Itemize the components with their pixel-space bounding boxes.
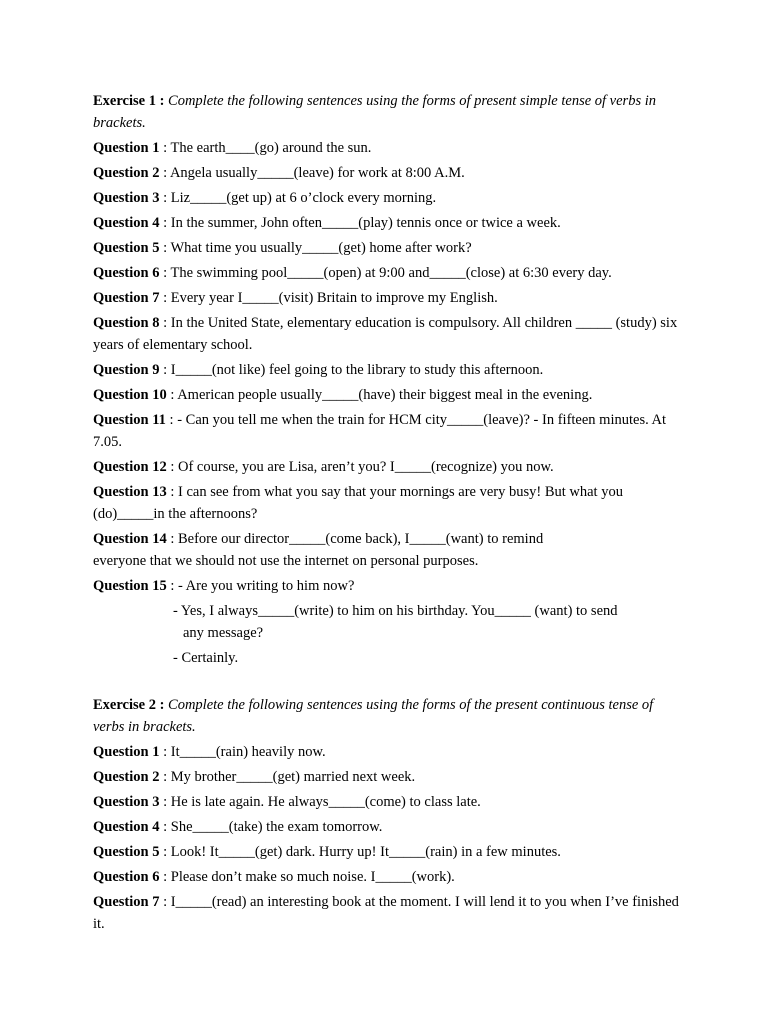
question-separator: : [163, 794, 168, 810]
question-text: The swimming pool_____(open) at 9:00 and_____(close) at 6:30 every day. [170, 265, 612, 281]
question-label: Question 2 [93, 769, 160, 785]
response-text: - Yes, I always_____(write) to him on his birthday. You_____ (want) to send [173, 603, 618, 619]
question-label: Question 1 [93, 140, 160, 156]
exercise-1-title: Exercise 1 : [93, 93, 165, 109]
question-text-continued: everyone that we should not use the internet on personal purposes. [93, 553, 479, 569]
question-label: Question 7 [93, 290, 160, 306]
question-separator: : [163, 362, 168, 378]
ex1-question-9 [93, 359, 683, 381]
question-separator: : [170, 484, 175, 500]
question-text: Every year I_____(visit) Britain to improve my English. [170, 290, 498, 306]
question-label: Question 13 [93, 484, 167, 500]
question-label: Question 2 [93, 165, 160, 181]
question-text: Of course, you are Lisa, aren’t you? I_____(recognize) you now. [178, 459, 554, 475]
ex1-question-13 [93, 481, 683, 525]
document-content [93, 90, 683, 938]
ex2-question-2 [93, 766, 683, 788]
question-separator: : [163, 769, 168, 785]
ex1-question-3 [93, 187, 683, 209]
question-text: My brother_____(get) married next week. [170, 769, 416, 785]
question-label: Question 1 [93, 744, 160, 760]
question-separator: : [163, 290, 168, 306]
question-label: Question 11 [93, 412, 166, 428]
question-separator: : [163, 315, 168, 331]
question-separator: : [163, 744, 168, 760]
question-separator: : [169, 412, 174, 428]
question-label: Question 6 [93, 265, 160, 281]
ex2-question-5 [93, 841, 683, 863]
question-label: Question 8 [93, 315, 160, 331]
question-label: Question 6 [93, 869, 160, 885]
question-separator: : [163, 215, 168, 231]
ex1-question-12 [93, 456, 683, 478]
question-text: She_____(take) the exam tomorrow. [170, 819, 383, 835]
question-text: Angela usually_____(leave) for work at 8:00 A.M. [169, 165, 465, 181]
question-text: I_____(not like) feel going to the library to study this afternoon. [170, 362, 544, 378]
question-separator: : [170, 578, 175, 594]
response-text: - Certainly. [173, 650, 239, 666]
question-text: Before our director_____(come back), I_____(want) to remind [178, 531, 544, 547]
question-separator: : [163, 844, 168, 860]
ex1-question-5 [93, 237, 683, 259]
question-label: Question 9 [93, 362, 160, 378]
question-text: In the summer, John often_____(play) tennis once or twice a week. [170, 215, 561, 231]
question-separator: : [170, 531, 175, 547]
exercise-1-instruction: Complete the following sentences using the forms of present simple tense of verbs in brackets. [93, 93, 656, 131]
ex1-question-1 [93, 137, 683, 159]
ex1-question-15 [93, 575, 683, 597]
question-label: Question 4 [93, 819, 160, 835]
ex1-question-8 [93, 312, 683, 356]
question-separator: : [163, 265, 168, 281]
q15-response-2 [173, 647, 683, 669]
question-label: Question 7 [93, 894, 160, 910]
question-text: I can see from what you say that your mornings are very busy! But what you (do)_____in the afternoons? [93, 484, 623, 522]
question-label: Question 3 [93, 190, 160, 206]
question-separator: : [170, 459, 175, 475]
question-text: He is late again. He always_____(come) to class late. [170, 794, 481, 810]
ex2-question-7 [93, 891, 683, 935]
section-spacer [93, 672, 683, 694]
exercise-1-header [93, 90, 683, 134]
question-text: It_____(rain) heavily now. [170, 744, 326, 760]
question-text: American people usually_____(have) their biggest meal in the evening. [177, 387, 593, 403]
question-label: Question 10 [93, 387, 167, 403]
question-separator: : [163, 140, 168, 156]
exercise-2-header [93, 694, 683, 738]
question-text: In the United State, elementary education is compulsory. All children _____ (study) six years of elementary school. [93, 315, 678, 353]
question-text: I_____(read) an interesting book at the moment. I will lend it to you when I’ve finished it. [93, 894, 679, 932]
question-text: Please don’t make so much noise. I_____(work). [170, 869, 455, 885]
exercise-2-title: Exercise 2 : [93, 697, 165, 713]
question-text: - Are you writing to him now? [178, 578, 355, 594]
ex1-question-7 [93, 287, 683, 309]
question-label: Question 4 [93, 215, 160, 231]
exercise-2-instruction: Complete the following sentences using the forms of the present continuous tense of verbs in brackets. [93, 697, 654, 735]
question-separator: : [163, 819, 168, 835]
ex1-question-2 [93, 162, 683, 184]
question-label: Question 12 [93, 459, 167, 475]
ex2-question-3 [93, 791, 683, 813]
ex1-question-14 [93, 528, 683, 572]
question-label: Question 3 [93, 794, 160, 810]
ex1-question-10 [93, 384, 683, 406]
ex2-question-6 [93, 866, 683, 888]
question-separator: : [163, 869, 168, 885]
question-text: Look! It_____(get) dark. Hurry up! It_____(rain) in a few minutes. [170, 844, 561, 860]
question-text: Liz_____(get up) at 6 o’clock every morning. [170, 190, 437, 206]
question-separator: : [163, 165, 168, 181]
question-text: The earth____(go) around the sun. [170, 140, 372, 156]
question-text: What time you usually_____(get) home after work? [170, 240, 472, 256]
question-label: Question 15 [93, 578, 167, 594]
question-separator: : [163, 190, 168, 206]
ex1-question-11 [93, 409, 683, 453]
question-label: Question 5 [93, 240, 160, 256]
question-separator: : [163, 894, 168, 910]
question-separator: : [170, 387, 175, 403]
ex1-question-6 [93, 262, 683, 284]
ex1-question-4 [93, 212, 683, 234]
ex2-question-4 [93, 816, 683, 838]
question-text: - Can you tell me when the train for HCM city_____(leave)? - In fifteen minutes. At 7.05. [93, 412, 667, 450]
ex2-question-1 [93, 741, 683, 763]
response-text-continued: any message? [183, 625, 264, 641]
q15-response-1 [173, 600, 683, 644]
question-label: Question 14 [93, 531, 167, 547]
question-label: Question 5 [93, 844, 160, 860]
question-separator: : [163, 240, 168, 256]
